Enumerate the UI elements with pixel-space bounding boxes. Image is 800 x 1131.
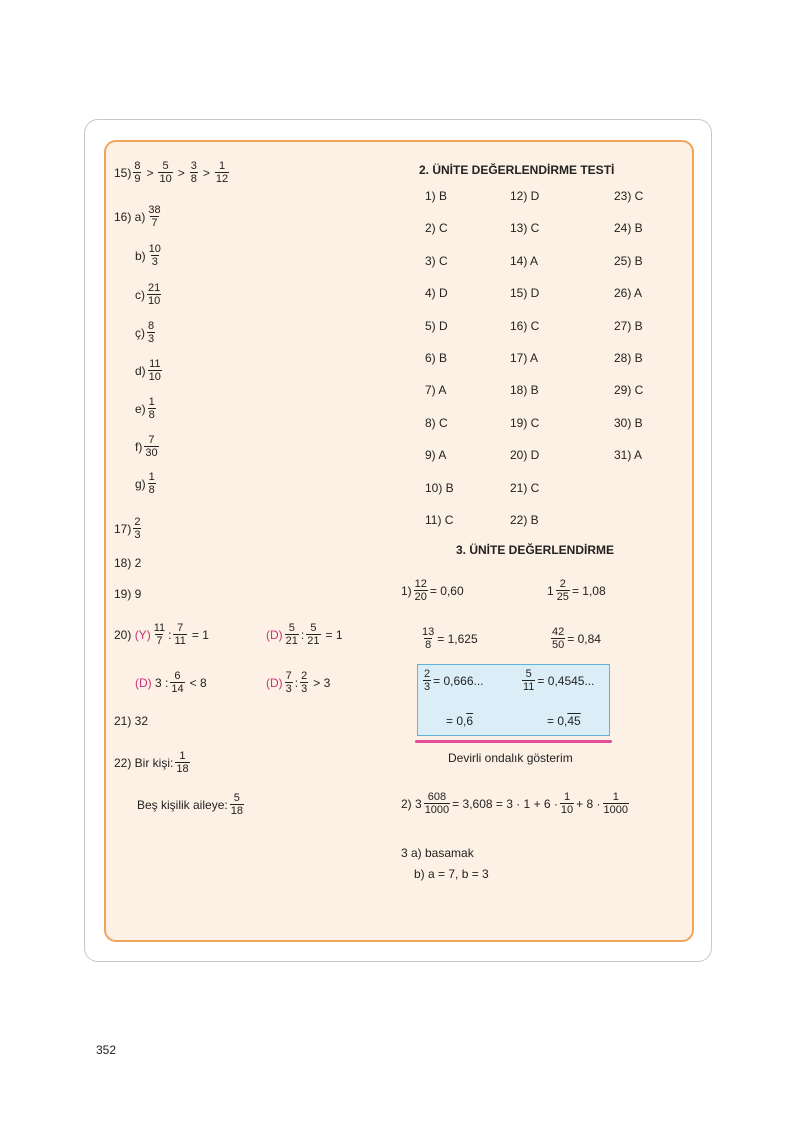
- answer-item: 15) D: [510, 286, 540, 301]
- q22-family: Beş kişilik aileye: $\frac{5}{18}$: [137, 792, 243, 817]
- answer-item: 31) A: [614, 448, 643, 463]
- mark-d: (D): [266, 675, 283, 690]
- answer-item: 23) C: [614, 189, 644, 203]
- eval3-2a: $\frac{13}{8}$ = 1,625: [422, 626, 478, 651]
- answer-item: 13) C: [510, 221, 540, 236]
- answer-item: 8) C: [425, 415, 448, 430]
- q21: 21) 32: [114, 714, 149, 728]
- answer-item: 22) B: [510, 513, 539, 527]
- q16-f: f) $\frac{7}{30}$: [135, 434, 158, 459]
- q16-c: c) $\frac{21}{10}$: [135, 282, 161, 307]
- answer-item: 6) B: [425, 351, 448, 365]
- answer-item: 29) C: [614, 383, 644, 398]
- repeating-2-3: $\frac{2}{3}$ = 0,666...: [424, 668, 484, 693]
- mark-y: (Y): [134, 627, 151, 642]
- answer-item: 26) A: [614, 286, 643, 301]
- answer-item: 16) C: [510, 318, 540, 333]
- answer-item: 18) B: [510, 383, 539, 398]
- caption-underline: [415, 740, 612, 743]
- page-number: 352: [96, 1043, 117, 1057]
- answer-item: 2) C: [425, 221, 448, 236]
- eval3-1b: 1 $\frac{2}{25}$ = 1,08: [547, 578, 606, 603]
- q17: 17) $\frac{2}{3}$: [114, 516, 141, 541]
- answer-item: 30) B: [614, 415, 643, 430]
- fraction: $\frac{1}{12}$: [215, 160, 229, 185]
- q19: 19) 9: [114, 587, 142, 601]
- q20-d: (D) $\frac{7}{3}$ : $\frac{2}{3}$ > 3: [266, 670, 331, 695]
- answer-item: 28) B: [614, 351, 643, 365]
- mark-d: (D): [266, 627, 283, 642]
- answer-item: 1) B: [425, 189, 448, 203]
- q16-b: b) $\frac{10}{3}$: [135, 243, 161, 268]
- q15-label: 15): [114, 165, 132, 180]
- q20-b: (D) $\frac{5}{21}$ : $\frac{5}{21}$ = 1: [266, 622, 343, 647]
- q16-a: 16) a) $\frac{38}{7}$: [114, 204, 161, 229]
- fraction: $\frac{5}{10}$: [159, 160, 172, 185]
- repeating-5-11: $\frac{5}{11}$ = 0,4545...: [523, 668, 595, 693]
- answer-item: 10) B: [425, 480, 454, 495]
- answer-item: 9) A: [425, 448, 447, 463]
- q22-person: 22) Bir kişi: $\frac{1}{18}$: [114, 750, 189, 775]
- eval3-2b: $\frac{42}{50}$ = 0,84: [552, 626, 601, 651]
- box-caption: Devirli ondalık gösterim: [448, 751, 573, 765]
- answer-panel: [104, 140, 694, 942]
- answer-item: 11) C: [425, 513, 454, 527]
- answer-item: 21) C: [510, 480, 540, 495]
- q18: 18) 2: [114, 556, 142, 570]
- answer-item: 3) C: [425, 253, 448, 268]
- answer-item: 7) A: [425, 383, 447, 398]
- q20-c: (D) 3 : $\frac{6}{14}$ < 8: [135, 670, 207, 695]
- answer-item: 24) B: [614, 221, 643, 236]
- answer-item: 25) B: [614, 253, 643, 268]
- answer-item: 27) B: [614, 318, 643, 333]
- q16-d: d) $\frac{11}{10}$: [135, 358, 161, 383]
- repeating-5-11-notation: = 0,45: [547, 714, 581, 728]
- answer-item: 19) C: [510, 415, 540, 430]
- repeating-2-3-notation: = 0,6: [446, 714, 474, 728]
- answer-item: 4) D: [425, 286, 448, 301]
- answer-item: 12) D: [510, 189, 540, 203]
- q16-e: e) $\frac{1}{8}$: [135, 396, 155, 421]
- answer-item: 14) A: [510, 253, 539, 268]
- answer-item: 17) A: [510, 351, 539, 365]
- eval3-title: 3. ÜNİTE DEĞERLENDİRME: [456, 543, 615, 557]
- mark-d: (D): [135, 675, 152, 690]
- eval3-q2: 2) 3 $\frac{608}{1000}$ = 3,608 = 3 · 1 + 6 · $\frac{1}{10}$ + 8 · $\frac{1}{1000}$: [401, 791, 629, 816]
- eval3-1a: 1) $\frac{12}{20}$ = 0,60: [401, 578, 464, 603]
- q20-a: 20) (Y) $\frac{11}{7}$ : $\frac{7}{11}$ = 1: [114, 622, 209, 647]
- eval3-q3a: 3 a) basamak: [401, 846, 474, 860]
- fraction: $\frac{8}{9}$: [134, 160, 141, 185]
- test2-title: 2. ÜNİTE DEĞERLENDİRME TESTİ: [419, 163, 615, 177]
- q16-cc: ç) $\frac{8}{3}$: [135, 320, 155, 345]
- fraction: $\frac{3}{8}$: [190, 160, 197, 185]
- q16-g: g) $\frac{1}{8}$: [135, 471, 155, 496]
- eval3-q3b: b) a = 7, b = 3: [414, 867, 489, 881]
- answer-item: 20) D: [510, 448, 540, 463]
- q15: 15) $\frac{8}{9}$ > $\frac{5}{10}$ > $\frac{3}{8}$ > $\frac{1}{12}$: [114, 160, 229, 185]
- answer-item: 5) D: [425, 318, 448, 333]
